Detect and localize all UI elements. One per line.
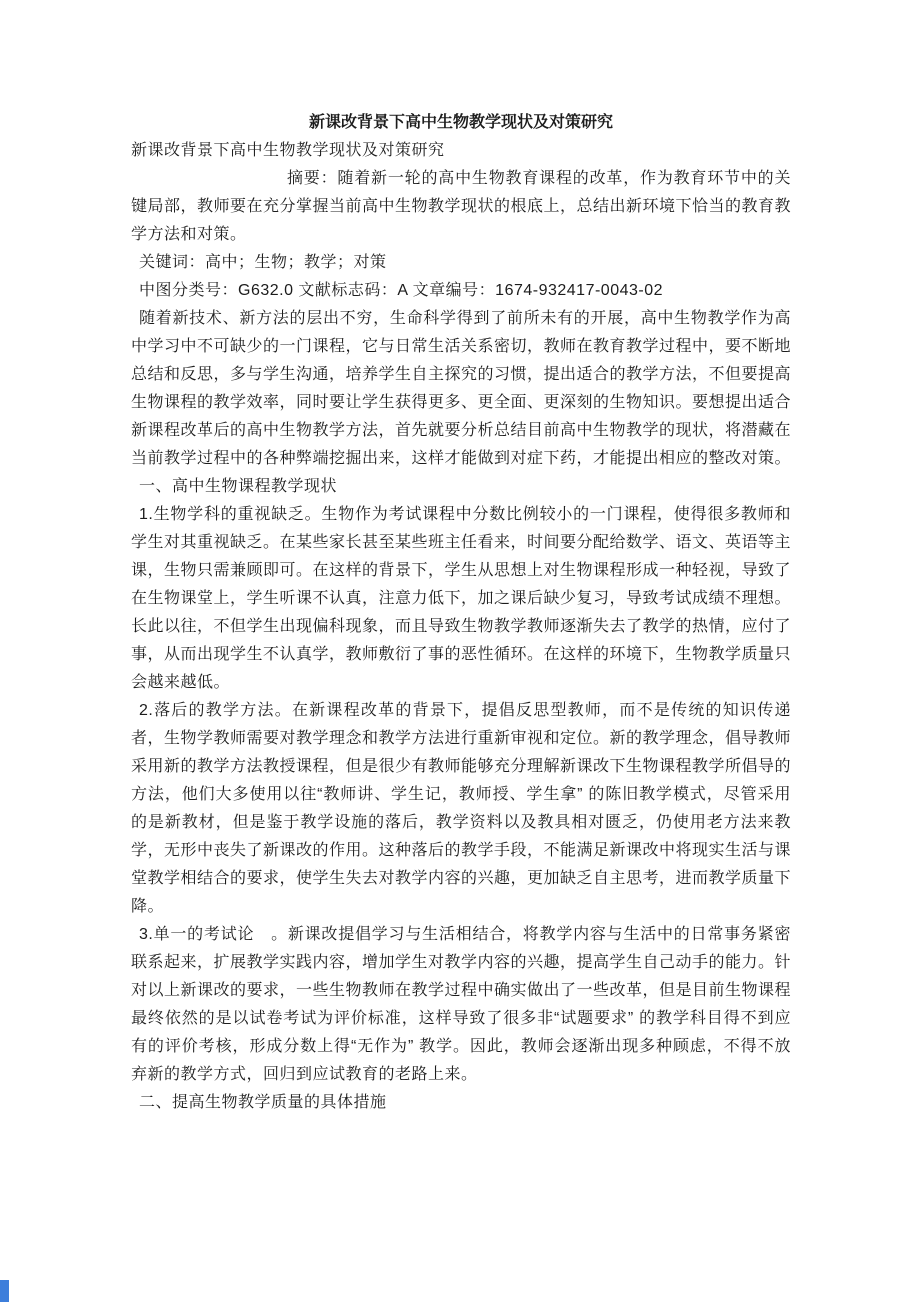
classification-line: 中图分类号：G632.0 文献标志码：A 文章编号：1674-932417-0043-02 [139, 282, 664, 299]
section1-heading: 一、高中生物课程教学现状 [139, 478, 338, 495]
intro-paragraph: 随着新技术、新方法的层出不穷，生命科学得到了前所未有的开展，高中生物教学作为高中学习中不可缺少的一门课程，它与日常生活关系密切，教师在教育教学过程中，要不断地总结和反思，多与学生沟通，培养学生自主探究的习惯，提出适合的教学方法，不但要提高生物课程的教学效率，同时要让学生获得更多、更全面、更深刻的生物知识。要想提出适合新课程改革后的高中生物教学方法，首先就要分析总结目前高中生物教学的现状，将潜藏在当前教学过程中的各种弊端挖掘出来，这样才能做到对症下药，才能提出相应的整改对策。 [131, 310, 792, 467]
item1-paragraph: 1.生物学科的重视缺乏。生物作为考试课程中分数比例较小的一门课程，使得很多教师和学生对其重视缺乏。在某些家长甚至某些班主任看来，时间要分配给数学、语文、英语等主课，生物只需兼顾即可。在这样的背景下，学生从思想上对生物课程形成一种轻视，导致了在生物课堂上，学生听课不认真，注意力低下，加之课后缺少复习，导致考试成绩不理想。长此以往，不但学生出现偏科现象，而且导致生物教学教师逐渐失去了教学的热情，应付了事，从而出现学生不认真学，教师敷衍了事的恶性循环。在这样的环境下，生物教学质量只会越来越低。 [131, 506, 792, 691]
doc-subtitle: 新课改背景下高中生物教学现状及对策研究 [131, 142, 445, 159]
blue-corner-mark [0, 1280, 9, 1302]
section2-heading: 二、提高生物教学质量的具体措施 [139, 1094, 387, 1111]
document-page [131, 109, 791, 1117]
doc-title: 新课改背景下高中生物教学现状及对策研究 [308, 114, 613, 131]
abstract-paragraph: 摘要：随着新一轮的高中生物教育课程的改革，作为教育环节中的关键局部，教师要在充分掌握当前高中生物教学现状的根底上，总结出新环境下恰当的教育教学方法和对策。 [131, 170, 792, 243]
item2-paragraph: 2.落后的教学方法。在新课程改革的背景下，提倡反思型教师，而不是传统的知识传递者，生物学教师需要对教学理念和教学方法进行重新审视和定位。新的教学理念，倡导教师采用新的教学方法教授课程，但是很少有教师能够充分理解新课改下生物课程教学所倡导的方法，他们大多使用以往“教师讲、学生记，教师授、学生拿” 的陈旧教学模式，尽管采用的是新教材，但是鉴于教学设施的落后，教学资料以及教具相对匮乏，仍使用老方法来教学，无形中丧失了新课改的作用。这种落后的教学手段，不能满足新课改中将现实生活与课堂教学相结合的要求，使学生失去对教学内容的兴趣，更加缺乏自主思考，进而教学质量下降。 [131, 702, 792, 915]
item3-paragraph: 3.单一的考试论 。新课改提倡学习与生活相结合，将教学内容与生活中的日常事务紧密联系起来，扩展教学实践内容，增加学生对教学内容的兴趣，提高学生自己动手的能力。针对以上新课改的要求，一些生物教师在教学过程中确实做出了一些改革，但是目前生物课程最终依然的是以试卷考试为评价标准，这样导致了很多非“试题要求” 的教学科目得不到应有的评价考核，形成分数上得“无作为” 教学。因此，教师会逐渐出现多种顾虑，不得不放弃新的教学方式，回归到应试教育的老路上来。 [131, 926, 792, 1083]
keywords-line: 关键词：高中；生物；教学；对策 [139, 254, 387, 271]
